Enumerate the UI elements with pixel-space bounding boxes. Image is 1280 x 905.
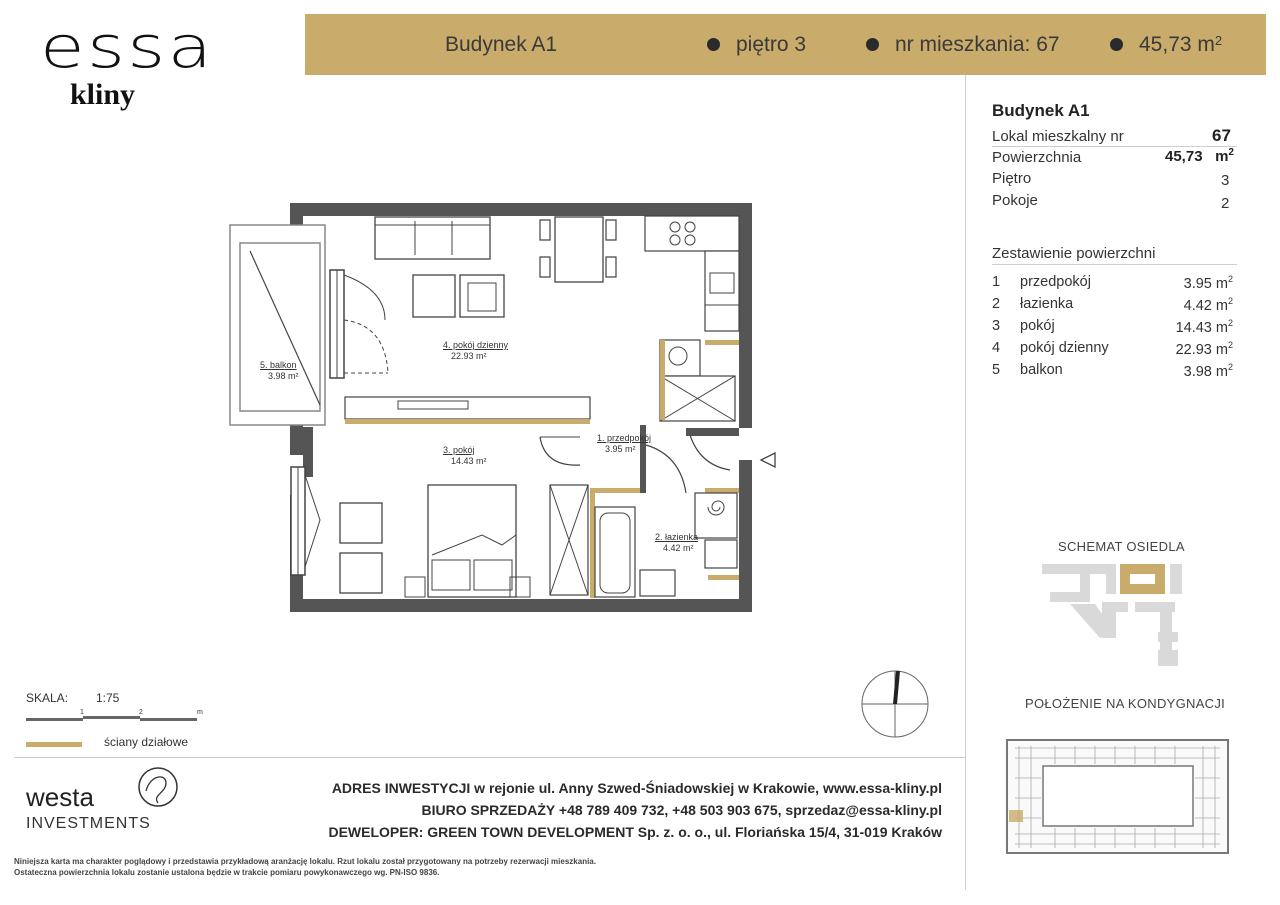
footer-divider (14, 757, 965, 758)
area-row: 1 przedpokój 3.95 $m^2$ (992, 274, 1233, 292)
label-room1: 1. przedpokój 3.95 m² (597, 433, 652, 454)
header-area: 45,73 m $^2$ (1110, 14, 1222, 75)
label-room4: 4. pokój dzienny 22.93 m² (443, 340, 509, 361)
bullet-icon (1110, 38, 1123, 51)
detail-label-floor: Piętro (992, 170, 1032, 187)
legend-partition-label: ściany działowe (104, 735, 189, 749)
scale-unit: m (197, 709, 203, 716)
area-list (992, 274, 1237, 384)
scale-value: 1:75 (96, 691, 120, 705)
schemat-osiedla-map (1040, 562, 1185, 670)
area-row: 5 balkon 3.98 $m^2$ (992, 362, 1233, 380)
scale-bar (26, 714, 206, 726)
area-row: 2 łazienka 4.42 $m^2$ (992, 296, 1233, 314)
kondygnacja-title: POŁOŻENIE NA KONDYGNACJI (1025, 696, 1226, 711)
header-bar (305, 14, 1266, 75)
area-row: 3 pokój 14.43 $m^2$ (992, 318, 1233, 336)
footer-address: ADRES INWESTYCJI w rejonie ul. Anny Szwed-Śniadowskiej w Krakowie, www.essa-kliny.pl BIURO SPRZEDAŻY +48 789 409 732, +48 503 903 675, sprzedaz@essa-kliny.pl DEWELOPER: GREEN TOWN DEVELOPMENT Sp. z. o. o., ul. Floriańska 15/4, 31-019 Kraków (328, 780, 942, 840)
scale-tick-2: 2 (139, 709, 143, 716)
scale-label: SKALA: (26, 691, 69, 705)
disclaimer: Niniejsza karta ma charakter poglądowy i przedstawia przykładową aranżację lokalu. Rzut lokalu został przygotowany na potrzeby rezerwacji mieszkania. Ostateczna powierzchnia lokalu zostanie ustalona będzie w trakcie pomiaru powykonawczego wg. PN-ISO 9836. (14, 857, 596, 877)
details-building: Budynek A1 (992, 101, 1090, 120)
logo-kliny: kliny (70, 78, 136, 111)
divider (992, 264, 1237, 265)
logo-essa: essa (40, 13, 215, 81)
detail-value-area: 45,73 $m^2$ (1165, 147, 1234, 165)
westa-sub: INVESTMENTS (26, 815, 151, 832)
panel-divider (965, 75, 966, 890)
entry-arrow-icon (761, 453, 775, 467)
label-room5: 5. balkon 3.98 m² (260, 360, 299, 381)
detail-label-rooms: Pokoje (992, 192, 1038, 209)
label-room2: 2. łazienka 4.42 m² (655, 532, 699, 553)
kondygnacja-plan (1005, 738, 1230, 855)
detail-label-apartment: Lokal mieszkalny nr (992, 128, 1124, 145)
header-floor: piętro 3 (707, 14, 806, 75)
bullet-icon (707, 38, 720, 51)
header-building: Budynek A1 (445, 32, 558, 56)
westa-logo: westa (26, 782, 94, 812)
floor-plan (220, 195, 780, 620)
area-row: 4 pokój dzienny 22.93 $m^2$ (992, 340, 1233, 358)
bullet-icon (866, 38, 879, 51)
compass-icon (858, 668, 933, 740)
detail-label-area: Powierzchnia (992, 149, 1082, 166)
scale-tick-1: 1 (80, 709, 84, 716)
detail-value-rooms: 2 (1221, 195, 1230, 212)
legend-partition-swatch (26, 742, 82, 747)
header-apartment-no: nr mieszkania: 67 (866, 14, 1060, 75)
summary-title: Zestawienie powierzchni (992, 245, 1156, 262)
detail-value-floor: 3 (1221, 172, 1230, 189)
schemat-title: SCHEMAT OSIEDLA (1058, 539, 1185, 554)
detail-value-apartment: 67 (1212, 126, 1231, 145)
westa-logo-icon (136, 765, 180, 809)
label-room3: 3. pokój 14.43 m² (443, 445, 487, 466)
